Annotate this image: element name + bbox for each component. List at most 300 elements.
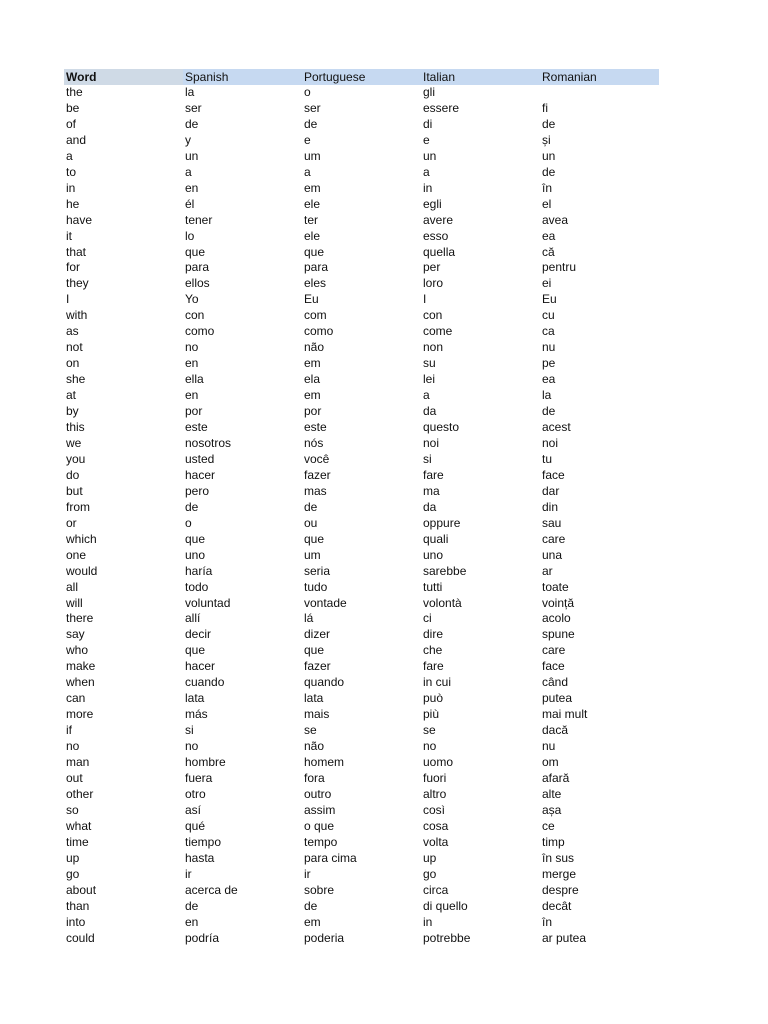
cell-word: there — [66, 611, 94, 626]
cell-italian: su — [423, 356, 436, 371]
cell-romanian: el — [542, 196, 552, 211]
table-row — [64, 388, 659, 404]
cell-portuguese: em — [304, 180, 321, 195]
table-row — [64, 356, 659, 372]
cell-spanish: como — [185, 324, 215, 339]
cell-spanish: con — [185, 308, 205, 323]
cell-italian: un — [423, 148, 437, 163]
cell-spanish: no — [185, 340, 199, 355]
cell-portuguese: em — [304, 914, 321, 929]
table-row — [64, 468, 659, 484]
cell-word: they — [66, 276, 89, 291]
cell-italian: fare — [423, 659, 444, 674]
cell-romanian: om — [542, 755, 559, 770]
table-row — [64, 691, 659, 707]
table-row — [64, 181, 659, 197]
cell-romanian: decât — [542, 898, 572, 913]
cell-italian: noi — [423, 435, 440, 450]
cell-word: man — [66, 755, 90, 770]
table-row — [64, 292, 659, 308]
cell-portuguese: sobre — [304, 882, 335, 897]
cell-romanian: nu — [542, 340, 556, 355]
table-row — [64, 643, 659, 659]
cell-portuguese: fazer — [304, 659, 331, 674]
table-row — [64, 197, 659, 213]
cell-italian: se — [423, 723, 436, 738]
cell-spanish: tiempo — [185, 834, 222, 849]
cell-portuguese: assim — [304, 802, 336, 817]
cell-italian: da — [423, 499, 437, 514]
cell-word: when — [66, 675, 95, 690]
cell-word: what — [66, 818, 92, 833]
cell-romanian: dar — [542, 483, 560, 498]
cell-spanish: este — [185, 420, 208, 435]
cell-spanish: fuera — [185, 770, 213, 785]
cell-romanian: ar putea — [542, 930, 587, 945]
cell-italian: a — [423, 388, 430, 403]
cell-spanish: pero — [185, 483, 210, 498]
cell-word: do — [66, 467, 80, 482]
cell-portuguese: em — [304, 356, 321, 371]
table-row — [64, 149, 659, 165]
table-row — [64, 404, 659, 420]
cell-portuguese: e — [304, 132, 311, 147]
cell-word: as — [66, 324, 79, 339]
table-row — [64, 516, 659, 532]
cell-romanian: timp — [542, 834, 565, 849]
cell-spanish: si — [185, 723, 194, 738]
cell-portuguese: de — [304, 116, 318, 131]
cell-word: to — [66, 164, 77, 179]
table-row — [64, 659, 659, 675]
cell-romanian: alte — [542, 786, 562, 801]
cell-word: will — [66, 595, 83, 610]
cell-italian: così — [423, 802, 446, 817]
cell-romanian: una — [542, 547, 563, 562]
header-italian: Italian — [423, 70, 456, 84]
table-row — [64, 276, 659, 292]
cell-word: by — [66, 404, 79, 419]
cell-romanian: acolo — [542, 611, 571, 626]
cell-spanish: de — [185, 898, 199, 913]
cell-romanian: afară — [542, 770, 570, 785]
table-row — [64, 787, 659, 803]
cell-spanish: no — [185, 739, 199, 754]
cell-word: on — [66, 356, 80, 371]
cell-spanish: hombre — [185, 755, 226, 770]
cell-portuguese: ele — [304, 196, 321, 211]
cell-spanish: por — [185, 404, 203, 419]
table-row — [64, 899, 659, 915]
cell-portuguese: vontade — [304, 595, 347, 610]
cell-portuguese: o que — [304, 818, 335, 833]
cell-italian: sarebbe — [423, 563, 467, 578]
cell-spanish: ellos — [185, 276, 210, 291]
cell-italian: uomo — [423, 755, 454, 770]
cell-spanish: que — [185, 643, 206, 658]
cell-romanian: despre — [542, 882, 579, 897]
cell-romanian: cu — [542, 308, 555, 323]
table-row — [64, 452, 659, 468]
cell-portuguese: lá — [304, 611, 314, 626]
cell-spanish: qué — [185, 818, 206, 833]
cell-spanish: que — [185, 244, 206, 259]
cell-romanian: nu — [542, 739, 556, 754]
cell-italian: circa — [423, 882, 449, 897]
translation-table — [64, 69, 659, 946]
cell-italian: questo — [423, 420, 460, 435]
cell-word: who — [66, 643, 89, 658]
cell-italian: dire — [423, 627, 444, 642]
cell-romanian: face — [542, 467, 565, 482]
cell-portuguese: que — [304, 531, 325, 546]
table-row — [64, 627, 659, 643]
cell-italian: up — [423, 850, 437, 865]
cell-word: or — [66, 515, 77, 530]
table-row — [64, 803, 659, 819]
cell-word: one — [66, 547, 87, 562]
cell-word: which — [66, 531, 97, 546]
cell-romanian: pentru — [542, 260, 577, 275]
cell-romanian: acest — [542, 420, 571, 435]
cell-spanish: haría — [185, 563, 213, 578]
header-row — [64, 69, 659, 85]
table-row — [64, 229, 659, 245]
table-row — [64, 420, 659, 436]
cell-portuguese: por — [304, 404, 322, 419]
cell-portuguese: um — [304, 148, 321, 163]
cell-spanish: en — [185, 356, 199, 371]
cell-italian: e — [423, 132, 430, 147]
table-row — [64, 260, 659, 276]
table-row — [64, 675, 659, 691]
cell-spanish: podría — [185, 930, 220, 945]
cell-spanish: voluntad — [185, 595, 231, 610]
cell-word: but — [66, 483, 83, 498]
cell-romanian: ea — [542, 372, 556, 387]
cell-portuguese: que — [304, 244, 325, 259]
cell-italian: ci — [423, 611, 432, 626]
cell-word: for — [66, 260, 81, 275]
cell-word: of — [66, 116, 77, 131]
cell-italian: quella — [423, 244, 456, 259]
cell-spanish: hacer — [185, 659, 216, 674]
cell-word: not — [66, 340, 83, 355]
cell-spanish: un — [185, 148, 199, 163]
cell-italian: essere — [423, 100, 460, 115]
cell-portuguese: que — [304, 643, 325, 658]
cell-italian: lei — [423, 372, 436, 387]
cell-italian: come — [423, 324, 453, 339]
cell-portuguese: para cima — [304, 850, 357, 865]
cell-word: up — [66, 850, 80, 865]
cell-italian: no — [423, 739, 437, 754]
header-portuguese: Portuguese — [304, 70, 366, 84]
table-row — [64, 484, 659, 500]
cell-romanian: și — [542, 132, 551, 147]
header-word: Word — [64, 69, 183, 85]
cell-romanian: de — [542, 404, 556, 419]
cell-word: we — [66, 435, 82, 450]
cell-spanish: en — [185, 180, 199, 195]
header-spanish: Spanish — [185, 70, 229, 84]
cell-romanian: avea — [542, 212, 569, 227]
table-row — [64, 771, 659, 787]
cell-spanish: lata — [185, 691, 205, 706]
table-row — [64, 883, 659, 899]
cell-romanian: ei — [542, 276, 552, 291]
cell-portuguese: a — [304, 164, 311, 179]
cell-word: a — [66, 148, 73, 163]
cell-italian: per — [423, 260, 441, 275]
table-row — [64, 548, 659, 564]
cell-spanish: ser — [185, 100, 202, 115]
table-row — [64, 707, 659, 723]
table-row — [64, 213, 659, 229]
cell-italian: gli — [423, 85, 436, 99]
cell-romanian: în — [542, 914, 553, 929]
table-row — [64, 851, 659, 867]
cell-word: time — [66, 834, 89, 849]
cell-spanish: así — [185, 802, 202, 817]
header-romanian: Romanian — [542, 70, 597, 84]
cell-portuguese: ela — [304, 372, 321, 387]
table-row — [64, 436, 659, 452]
cell-portuguese: poderia — [304, 930, 345, 945]
cell-italian: con — [423, 308, 443, 323]
cell-italian: uno — [423, 547, 444, 562]
cell-italian: tutti — [423, 579, 443, 594]
cell-romanian — [540, 85, 659, 101]
cell-spanish: de — [185, 499, 199, 514]
cell-spanish: más — [185, 707, 208, 722]
table-row — [64, 819, 659, 835]
cell-word: into — [66, 914, 86, 929]
cell-italian: volontà — [423, 595, 462, 610]
cell-italian: volta — [423, 834, 449, 849]
table-row — [64, 723, 659, 739]
cell-romanian: ea — [542, 228, 556, 243]
cell-word: that — [66, 244, 87, 259]
cell-italian: loro — [423, 276, 444, 291]
cell-word: than — [66, 898, 90, 913]
cell-italian: da — [423, 404, 437, 419]
table-row — [64, 85, 659, 101]
cell-romanian: care — [542, 531, 566, 546]
cell-romanian: un — [542, 148, 556, 163]
table-row — [64, 915, 659, 931]
cell-italian: egli — [423, 196, 442, 211]
table-row — [64, 867, 659, 883]
cell-italian: oppure — [423, 515, 461, 530]
table-body — [64, 85, 659, 946]
cell-portuguese: eles — [304, 276, 327, 291]
cell-spanish: acerca de — [185, 882, 238, 897]
cell-italian: esso — [423, 228, 449, 243]
cell-romanian: fi — [542, 100, 548, 115]
cell-spanish: de — [185, 116, 199, 131]
cell-word: if — [66, 723, 72, 738]
table-row — [64, 117, 659, 133]
table-row — [64, 165, 659, 181]
cell-spanish: uno — [185, 547, 206, 562]
cell-romanian: spune — [542, 627, 575, 642]
cell-word: more — [66, 707, 94, 722]
cell-romanian: toate — [542, 579, 569, 594]
cell-italian: quali — [423, 531, 449, 546]
cell-italian: cosa — [423, 818, 449, 833]
cell-word: have — [66, 212, 93, 227]
cell-spanish: usted — [185, 451, 215, 466]
cell-romanian: tu — [542, 451, 553, 466]
cell-italian: avere — [423, 212, 454, 227]
cell-spanish: en — [185, 914, 199, 929]
cell-spanish: otro — [185, 786, 206, 801]
cell-italian: in — [423, 180, 433, 195]
cell-word: you — [66, 451, 86, 466]
cell-spanish: decir — [185, 627, 212, 642]
table-row — [64, 931, 659, 947]
cell-word: in — [66, 180, 76, 195]
cell-word: make — [66, 659, 96, 674]
cell-romanian: noi — [542, 435, 559, 450]
cell-word: would — [66, 563, 98, 578]
cell-word: at — [66, 388, 77, 403]
table-row — [64, 564, 659, 580]
cell-romanian: din — [542, 499, 559, 514]
cell-spanish: allí — [185, 611, 201, 626]
cell-word: this — [66, 420, 85, 435]
cell-word: I — [66, 292, 70, 307]
cell-spanish: todo — [185, 579, 209, 594]
cell-word: so — [66, 802, 79, 817]
cell-portuguese: de — [304, 499, 318, 514]
table-row — [64, 340, 659, 356]
cell-romanian: voință — [542, 595, 575, 610]
table-row — [64, 596, 659, 612]
cell-portuguese: seria — [304, 563, 331, 578]
cell-romanian: de — [542, 164, 556, 179]
cell-portuguese: mas — [304, 483, 327, 498]
table-row — [64, 133, 659, 149]
cell-romanian: ar — [542, 563, 553, 578]
cell-word: about — [66, 882, 97, 897]
cell-italian: in cui — [423, 675, 452, 690]
cell-portuguese: se — [304, 723, 317, 738]
cell-word: and — [66, 132, 87, 147]
cell-word: she — [66, 372, 86, 387]
cell-italian: I — [423, 292, 427, 307]
cell-word: from — [66, 499, 90, 514]
cell-portuguese: outro — [304, 786, 332, 801]
cell-portuguese: de — [304, 898, 318, 913]
cell-portuguese: este — [304, 420, 327, 435]
cell-romanian: așa — [542, 802, 562, 817]
cell-portuguese: Eu — [304, 292, 319, 307]
cell-italian: non — [423, 340, 444, 355]
table-row — [64, 755, 659, 771]
cell-portuguese: fora — [304, 770, 325, 785]
cell-romanian: mai mult — [542, 707, 588, 722]
cell-romanian: Eu — [542, 292, 557, 307]
cell-italian: potrebbe — [423, 930, 471, 945]
cell-romanian: sau — [542, 515, 562, 530]
cell-romanian: pe — [542, 356, 556, 371]
cell-spanish: ir — [185, 866, 192, 881]
cell-portuguese: com — [304, 308, 327, 323]
table-row — [64, 245, 659, 261]
vocabulary-sheet — [64, 69, 659, 946]
cell-italian: di quello — [423, 898, 468, 913]
table-row — [64, 324, 659, 340]
cell-romanian: în — [542, 180, 553, 195]
cell-spanish: hasta — [185, 850, 215, 865]
table-header — [64, 69, 659, 85]
cell-portuguese: nós — [304, 435, 324, 450]
table-row — [64, 580, 659, 596]
cell-portuguese: fazer — [304, 467, 331, 482]
cell-romanian: dacă — [542, 723, 569, 738]
cell-portuguese: o — [304, 85, 311, 99]
cell-spanish: para — [185, 260, 210, 275]
cell-italian: in — [423, 914, 433, 929]
cell-romanian: de — [542, 116, 556, 131]
cell-italian: go — [423, 866, 437, 881]
cell-spanish: ella — [185, 372, 204, 387]
table-row — [64, 835, 659, 851]
cell-portuguese: como — [304, 324, 334, 339]
table-row — [64, 101, 659, 117]
cell-portuguese: quando — [304, 675, 345, 690]
cell-spanish: la — [185, 85, 195, 99]
table-row — [64, 308, 659, 324]
cell-portuguese: ser — [304, 100, 321, 115]
cell-spanish: y — [185, 132, 191, 147]
cell-italian: a — [423, 164, 430, 179]
cell-italian: ma — [423, 483, 440, 498]
cell-portuguese: em — [304, 388, 321, 403]
cell-word: no — [66, 739, 80, 754]
cell-portuguese: você — [304, 451, 330, 466]
cell-italian: altro — [423, 786, 447, 801]
cell-romanian: când — [542, 675, 569, 690]
cell-italian: fare — [423, 467, 444, 482]
table-row — [64, 611, 659, 627]
cell-portuguese: para — [304, 260, 329, 275]
cell-portuguese: um — [304, 547, 321, 562]
cell-romanian: merge — [542, 866, 577, 881]
cell-portuguese: não — [304, 340, 325, 355]
cell-romanian: în sus — [542, 850, 575, 865]
cell-spanish: hacer — [185, 467, 216, 482]
cell-portuguese: mais — [304, 707, 330, 722]
cell-portuguese: dizer — [304, 627, 331, 642]
cell-word: with — [66, 308, 88, 323]
cell-portuguese: ou — [304, 515, 318, 530]
table-row — [64, 500, 659, 516]
cell-spanish: nosotros — [185, 435, 232, 450]
cell-italian: può — [423, 691, 444, 706]
cell-spanish: que — [185, 531, 206, 546]
cell-portuguese: ele — [304, 228, 321, 243]
cell-word: it — [66, 228, 72, 243]
cell-italian: di — [423, 116, 433, 131]
cell-spanish: cuando — [185, 675, 225, 690]
cell-word: could — [66, 930, 95, 945]
cell-italian: più — [423, 707, 440, 722]
cell-spanish: él — [185, 196, 195, 211]
cell-portuguese: ir — [304, 866, 311, 881]
